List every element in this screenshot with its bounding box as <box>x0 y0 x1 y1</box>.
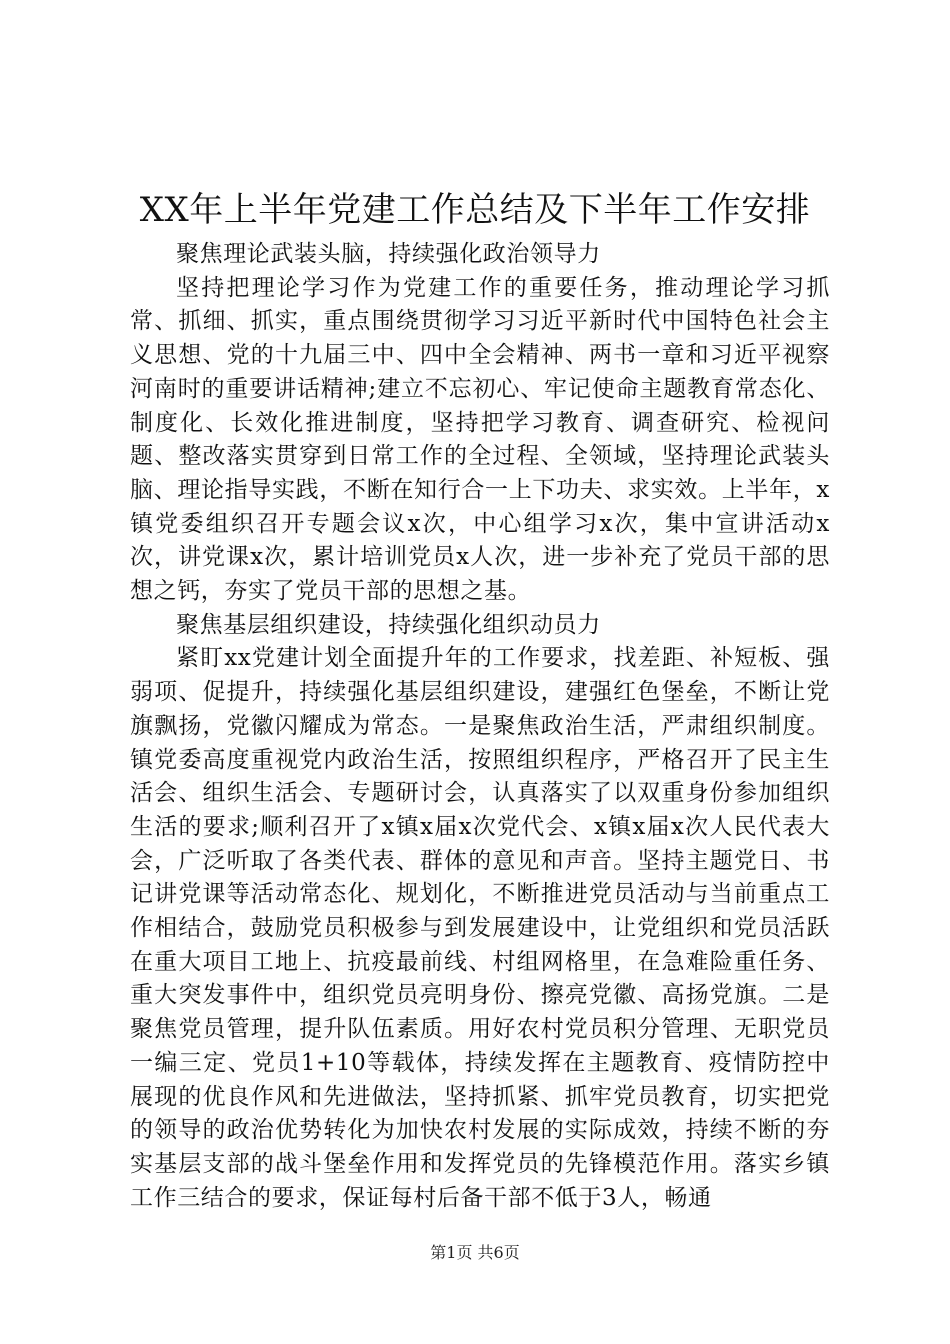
section-heading-organization: 聚焦基层组织建设，持续强化组织动员力 <box>176 611 601 638</box>
page-number-footer: 第1页 共6页 <box>430 1243 520 1262</box>
section-heading-theory: 聚焦理论武装头脑，持续强化政治领导力 <box>176 241 601 267</box>
document-title: XX年上半年党建工作总结及下半年工作安排 <box>139 190 811 230</box>
paragraph-organization-building: 紧盯xx党建计划全面提升年的工作要求，找差距、补短板、强弱项、促提升，持续强化基层组织建设，建强红色堡垒，不断让党旗飘扬，党徽闪耀成为常态。一是聚焦政治生活，严肃组织制度。镇党委高度重视党内政治生活，按照组织程序，严格召开了民主生活会、组织生活会、专题研讨会，认真落实了以双重身份参加组织生活的要求;顺利召开了x镇x届x次党代会、x镇x届x次人民代表大会，广泛听取了各类代表、群体的意见和声音。坚持主题党日、书记讲党课等活动常态化、规划化，不断推进党员活动与当前重点工作相结合，鼓励党员积极参与到发展建设中，让党组织和党员活跃在重大项目工地上、抗疫最前线、村组网格里，在急难险重任务、重大突发事件中，组织党员亮明身份、擦亮党徽、高扬党旗。二是聚焦党员管理，提升队伍素质。用好农村党员积分管理、无职党员一编三定、党员1+10等载体，持续发挥在主题教育、疫情防控中展现的优良作风和先进做法，坚持抓紧、抓牢党员教育，切实把党的领导的政治优势转化为加快农村发展的实际成效，持续不断的夯实基层支部的战斗堡垒作用和发挥党员的先锋模范作用。落实乡镇工作三结合的要求，保证每村后备干部不低于3人，畅通 <box>130 645 830 1211</box>
paragraph-theory-study: 坚持把理论学习作为党建工作的重要任务，推动理论学习抓常、抓细、抓实，重点围绕贯彻学习习近平新时代中国特色社会主义思想、党的十九届三中、四中全会精神、两书一章和习近平视察河南时的重要讲话精神;建立不忘初心、牢记使命主题教育常态化、制度化、长效化推进制度，坚持把学习教育、调查研究、检视问题、整改落实贯穿到日常工作的全过程、全领域，坚持理论武装头脑、理论指导实践，不断在知行合一上下功夫、求实效。上半年，x镇党委组织召开专题会议x次，中心组学习x次，集中宣讲活动x次，讲党课x次，累计培训党员x人次，进一步补充了党员干部的思想之钙，夯实了党员干部的思想之基。 <box>130 274 830 605</box>
document-body <box>130 238 830 1215</box>
